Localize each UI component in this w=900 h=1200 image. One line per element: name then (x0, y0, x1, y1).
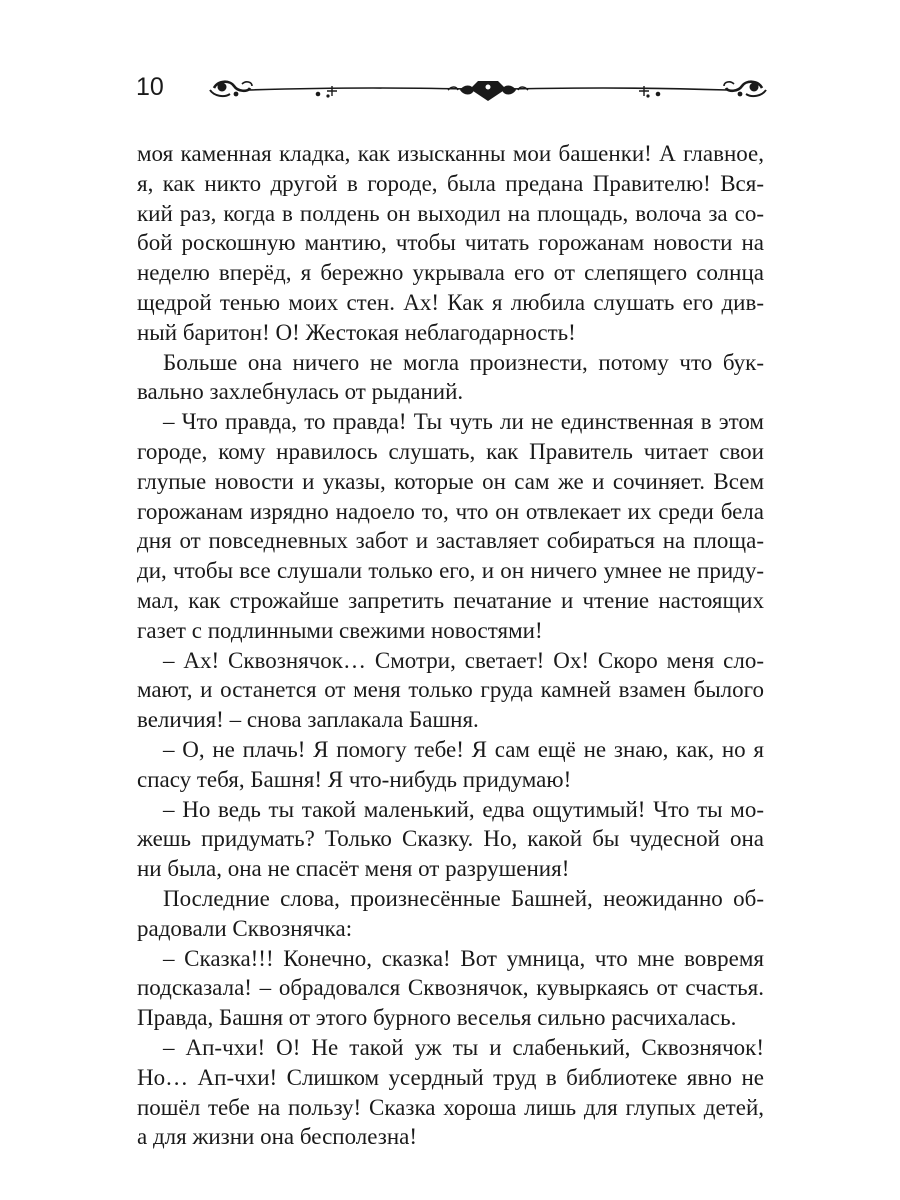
decorative-flourish-icon (208, 74, 768, 106)
text-line: – Что правда, то правда! Ты чуть ли не единственная в этом (163, 409, 764, 435)
page-number: 10 (136, 73, 164, 101)
text-line: – Но ведь ты такой маленький, едва ощутимый! Что ты мо- (163, 796, 764, 822)
text-line: ди, чтобы все слушали только его, и он ничего умнее не приду- (137, 558, 764, 584)
text-line: величия! – снова заплакала Башня. (137, 707, 479, 733)
text-line: – О, не плачь! Я помогу тебе! Я сам ещё не знаю, как, но я (163, 736, 764, 762)
text-line: бой роскошную мантию, чтобы читать горожанам новости на (137, 230, 764, 256)
body-text (137, 139, 764, 1152)
text-line: кий раз, когда в полдень он выходил на площадь, волоча за со- (137, 200, 764, 226)
text-line: городе, кому нравилось слушать, как Правитель читает свои (137, 438, 764, 464)
text-line: Больше она ничего не могла произнести, потому что бук- (163, 349, 764, 375)
text-line: радовали Сквознячка: (137, 915, 353, 941)
text-line: вально захлебнулась от рыданий. (137, 379, 464, 405)
text-line: пошёл тебе на пользу! Сказка хороша лишь для глупых детей, (137, 1094, 764, 1120)
text-line: ный баритон! О! Жестокая неблагодарность! (137, 319, 576, 345)
text-line: щедрой тенью моих стен. Ах! Как я любила слушать его див- (137, 289, 764, 315)
text-line: мают, и останется от меня только груда камней взамен былого (137, 677, 764, 703)
text-line: горожанам изрядно надоело то, что он отвлекает их среди бела (137, 498, 764, 524)
text-line: – Ах! Сквознячок… Смотри, светает! Ох! Скоро меня сло- (163, 647, 764, 673)
text-line: спасу тебя, Башня! Я что-нибудь придумаю! (137, 766, 572, 792)
text-line: дня от повседневных забот и заставляет собираться на площа- (137, 528, 764, 554)
text-line: глупые новости и указы, которые он сам же и сочиняет. Всем (137, 468, 764, 494)
text-line: мал, как строжайше запретить печатание и чтение настоящих (137, 587, 764, 613)
text-line: Правда, Башня от этого бурного веселья сильно расчихалась. (137, 1005, 737, 1031)
text-line: – Ап-чхи! О! Не такой уж ты и слабенький, Сквознячок! (163, 1034, 764, 1060)
text-line: ни была, она не спасёт меня от разрушения! (137, 856, 570, 882)
text-line: неделю вперёд, я бережно укрывала его от слепящего солнца (137, 260, 764, 286)
text-line: я, как никто другой в городе, была предана Правителю! Вся- (137, 170, 764, 196)
text-line: жешь придумать? Только Сказку. Но, какой бы чудесной она (137, 826, 764, 852)
text-line: Но… Ап-чхи! Слишком усердный труд в библиотеке явно не (137, 1064, 764, 1090)
text-line: Последние слова, произнесённые Башней, неожиданно об- (163, 885, 764, 911)
text-line: – Сказка!!! Конечно, сказка! Вот умница, что мне вовремя (163, 945, 764, 971)
text-line: моя каменная кладка, как изысканны мои башенки! А главное, (137, 141, 764, 166)
text-line: газет с подлинными свежими новостями! (137, 617, 543, 643)
text-line: а для жизни она бесполезна! (137, 1124, 418, 1150)
text-line: подсказала! – обрадовался Сквознячок, кувыркаясь от счастья. (137, 975, 764, 1001)
